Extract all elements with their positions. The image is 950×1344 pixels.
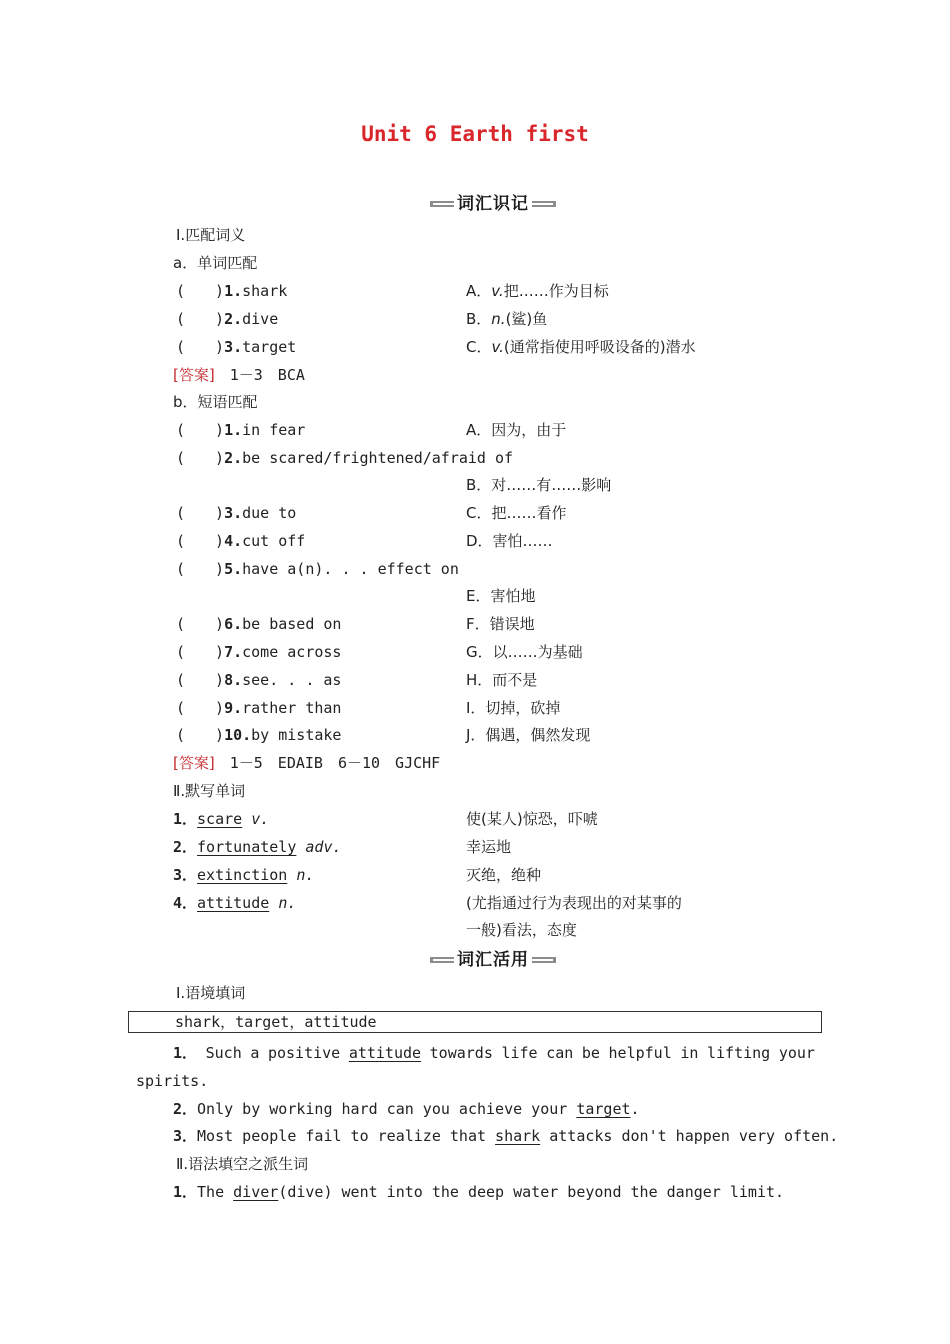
answer-blank: diver <box>233 1183 279 1201</box>
list-item: ( )9.rather than <box>176 699 342 717</box>
meaning-text: (尤指通过行为表现出的对某事的 <box>466 894 682 912</box>
part-b-heading: b．短语匹配 <box>173 393 258 411</box>
option-item: B．n.(鲨)鱼 <box>466 310 548 328</box>
list-item: ( )1.in fear <box>176 421 306 439</box>
list-item: ( )3.due to <box>176 504 297 522</box>
list-item: ( )5.have a(n). . . effect on <box>176 560 459 578</box>
answer-line: [答案] 1－3 BCA <box>173 366 305 384</box>
meaning-text: 使(某人)惊恐，吓唬 <box>466 810 598 828</box>
option-item: A．v.把……作为目标 <box>466 282 609 300</box>
option-item: C．把……看作 <box>466 504 567 522</box>
answer-blank: target <box>576 1100 631 1118</box>
page-title: Unit 6 Earth first <box>361 122 589 146</box>
answer-line: [答案] 1－5 EDAIB 6－10 GJCHF <box>173 754 441 772</box>
banner-label: 词汇活用 <box>454 948 532 972</box>
list-item: 1．scare v. <box>173 810 270 828</box>
list-item: ( )7.come across <box>176 643 342 661</box>
list-item: 3．extinction n. <box>173 866 315 884</box>
list-item: ( )6.be based on <box>176 615 342 633</box>
section-banner-vocab-memory <box>430 191 556 217</box>
list-item: ( )2.dive <box>176 310 279 328</box>
sentence-2: 2．Only by working hard can you achieve your target. <box>173 1100 640 1118</box>
answer-blank: shark <box>495 1127 541 1145</box>
option-item: D．害怕…… <box>466 532 553 550</box>
list-item: ( )1.shark <box>176 282 288 300</box>
meaning-text: 灭绝，绝种 <box>466 866 542 884</box>
list-item: 4．attitude n. <box>173 894 297 912</box>
list-item: ( )2.be scared/frightened/afraid of <box>176 449 514 467</box>
option-item: A．因为，由于 <box>466 421 567 439</box>
option-item: F．错误地 <box>466 615 535 633</box>
section-heading-grammar: Ⅱ.语法填空之派生词 <box>176 1155 309 1173</box>
section-heading-match: Ⅰ.匹配词义 <box>176 226 246 244</box>
option-item: B．对……有……影响 <box>466 476 612 494</box>
list-item: ( )8.see. . . as <box>176 671 342 689</box>
word-box-text: shark，target，attitude <box>175 1013 377 1031</box>
option-item: E．害怕地 <box>466 587 536 605</box>
part-a-heading: a．单词匹配 <box>173 254 258 272</box>
sentence-1-cont: spirits. <box>136 1072 209 1090</box>
sentence-derivative-1: 1．The diver(dive) went into the deep water beyond the danger limit. <box>173 1183 785 1201</box>
section-heading-fill: Ⅰ.语境填词 <box>176 984 246 1002</box>
option-item: G．以……为基础 <box>466 643 583 661</box>
option-item: I．切掉，砍掉 <box>466 699 561 717</box>
list-item: ( )4.cut off <box>176 532 306 550</box>
list-item: ( )10.by mistake <box>176 726 342 744</box>
section-heading-write: Ⅱ.默写单词 <box>173 782 246 800</box>
list-item: 2．fortunately adv. <box>173 838 342 856</box>
meaning-text-cont: 一般)看法，态度 <box>466 921 577 939</box>
option-item: J．偶遇，偶然发现 <box>466 726 591 744</box>
sentence-1: 1． Such a positive attitude towards life can be helpful in lifting your <box>173 1044 815 1062</box>
section-banner-vocab-use <box>430 947 556 973</box>
list-item: ( )3.target <box>176 338 297 356</box>
option-item: C．v.(通常指使用呼吸设备的)潜水 <box>466 338 696 356</box>
banner-label: 词汇识记 <box>454 192 532 216</box>
option-item: H．而不是 <box>466 671 538 689</box>
sentence-3: 3．Most people fail to realize that shark attacks don't happen very often. <box>173 1127 839 1145</box>
answer-blank: attitude <box>348 1044 422 1062</box>
meaning-text: 幸运地 <box>466 838 512 856</box>
